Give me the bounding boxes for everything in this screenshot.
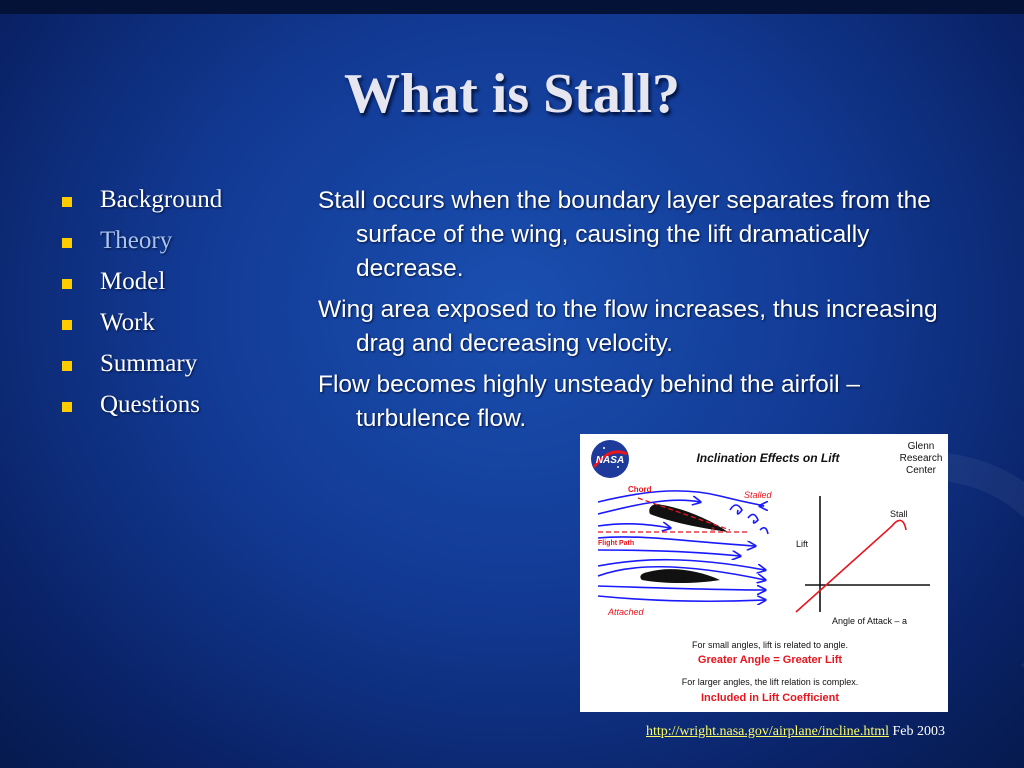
bullet-icon [62, 197, 72, 207]
nav-item-label: Questions [100, 391, 200, 418]
stalled-airfoil [649, 504, 728, 532]
alpha-label: a [711, 526, 715, 533]
source-link[interactable]: http://wright.nasa.gov/airplane/incline.html [645, 724, 889, 739]
bullet-icon [62, 279, 72, 289]
lift-curve [796, 520, 906, 612]
nav-item-label: Theory [100, 227, 173, 254]
top-band [0, 0, 1024, 14]
stalled-label: Stalled [744, 490, 772, 500]
bullet-icon [62, 402, 72, 412]
attached-label: Attached [608, 607, 644, 617]
nav-item-label: Work [100, 309, 155, 336]
org-line: Glenn [907, 441, 935, 452]
source-caption [583, 724, 945, 740]
stall-point-label: Stall [890, 509, 908, 519]
nav-item-questions[interactable] [62, 391, 222, 432]
note-small-angles: For small angles, lift is related to angle. [691, 640, 849, 650]
figure-title: Inclination Effects on Lift [696, 451, 840, 465]
bullet-icon [62, 320, 72, 330]
inclination-diagram [580, 434, 948, 712]
nav-item-summary[interactable] [62, 350, 222, 391]
body-paragraph: Stall occurs when the boundary layer separates from the surface of the wing, causing the lift dramatically decrease. [318, 187, 931, 282]
source-date: Feb 2003 [889, 724, 945, 739]
body-paragraph: Wing area exposed to the flow increases, thus increasing drag and decreasing velocity. [318, 296, 938, 357]
nasa-logo-text: NASA [595, 455, 625, 466]
nav-item-theory[interactable] [62, 227, 222, 268]
note-lift-coefficient: Included in Lift Coefficient [700, 692, 840, 704]
inclination-figure [580, 434, 948, 712]
note-greater-lift: Greater Angle = Greater Lift [697, 654, 843, 666]
org-label [900, 441, 943, 476]
nav-item-label: Model [100, 268, 166, 295]
body-paragraph: Flow becomes highly unsteady behind the airfoil – turbulence flow. [318, 371, 861, 432]
nav-item-label: Summary [100, 350, 198, 377]
lift-axis-label: Lift [796, 539, 809, 549]
bullet-icon [62, 361, 72, 371]
org-line: Center [905, 465, 937, 476]
flight-path-label: Flight Path [598, 540, 635, 547]
org-line: Research [899, 453, 943, 464]
attached-airfoil [640, 569, 720, 583]
angle-axis-label: Angle of Attack – a [832, 616, 908, 626]
nav-item-work[interactable] [62, 309, 222, 350]
bullet-icon [62, 238, 72, 248]
nav-item-label: Background [100, 186, 223, 213]
slide-title: What is Stall? [343, 63, 681, 125]
nasa-logo-icon [591, 440, 629, 478]
note-larger-angles: For larger angles, the lift relation is complex. [681, 677, 859, 687]
nav-item-model[interactable] [62, 268, 222, 309]
chord-label: Chord [628, 485, 652, 494]
section-nav [62, 186, 222, 432]
nav-item-background[interactable] [62, 186, 222, 227]
slide-body [318, 184, 968, 443]
